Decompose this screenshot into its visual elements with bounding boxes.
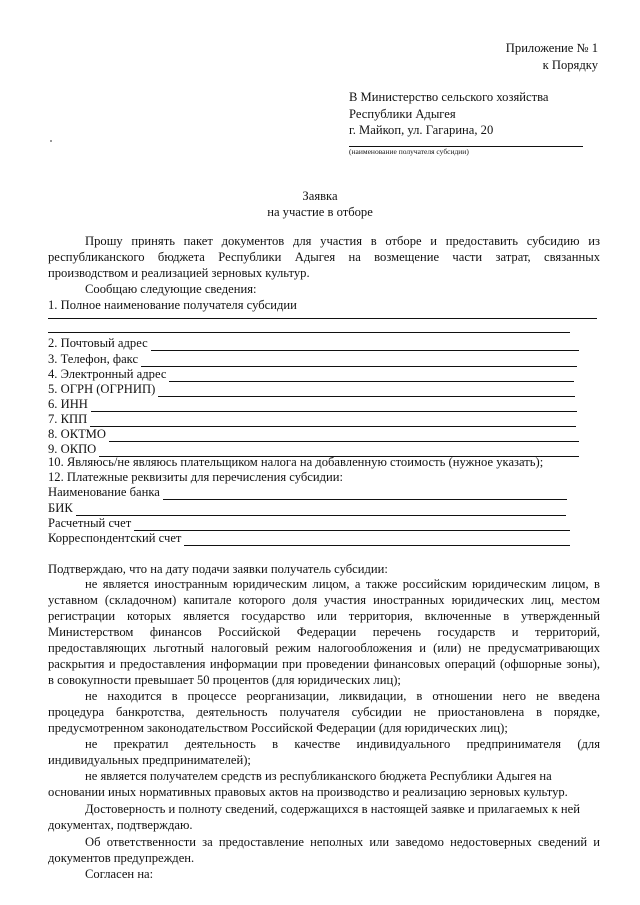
field-inn-label: 6. ИНН — [48, 397, 88, 411]
field-vat: 10. Являюсь/не являюсь плательщиком налога на добавленную стоимость (нужное указать); — [48, 455, 544, 469]
confirm-c1-l5: предоставляющих льготный налоговый режим налогообложения и (или) не предусматривающих — [48, 641, 600, 655]
field-oktmo — [48, 426, 579, 442]
field-postal-label: 2. Почтовый адрес — [48, 336, 148, 350]
field-corr — [48, 530, 570, 546]
field-bik-label: БИК — [48, 501, 73, 515]
intro-line-2: республиканского бюджета Республики Адыгея на возмещение части затрат, связанных — [48, 250, 600, 264]
field-phone-label: 3. Телефон, факс — [48, 352, 139, 366]
confirm-c7: Согласен на: — [85, 867, 154, 881]
confirm-c2-l1: не находится в процессе реорганизации, ликвидации, в отношении него не введена — [85, 689, 600, 703]
field-full-name-line-2[interactable] — [48, 332, 570, 333]
document-title: Заявка — [302, 189, 338, 203]
field-full-name-line-1[interactable] — [48, 318, 597, 319]
field-corr-input[interactable] — [184, 534, 570, 546]
confirm-c3-l2: индивидуальных предпринимателей); — [48, 753, 251, 767]
field-corr-label: Корреспондентский счет — [48, 531, 182, 545]
field-bik — [48, 500, 566, 516]
field-phone — [48, 351, 577, 367]
field-kpp-label: 7. КПП — [48, 412, 88, 426]
field-inn — [48, 396, 577, 412]
confirm-c1-l7: в совокупности превышает 50 процентов (для юридических лиц); — [48, 673, 401, 687]
confirm-c1-l4: Министерством финансов Российской Федерации перечень государств и территорий, — [48, 625, 600, 639]
recipient-line-2: Республики Адыгея — [349, 106, 456, 121]
recipient-block — [349, 89, 548, 139]
field-bank — [48, 484, 567, 500]
confirm-c2-l2: процедура банкротства, деятельность получателя субсидии не приостановлена в порядке, — [48, 705, 600, 719]
field-account — [48, 515, 570, 531]
confirm-c1-l1: не является иностранным юридическим лицом, а также российским юридическим лицом, в — [85, 577, 600, 591]
scan-speck — [50, 140, 52, 142]
annex-label — [506, 40, 598, 73]
field-postal — [48, 335, 579, 351]
document-subtitle: на участие в отборе — [267, 205, 373, 219]
confirm-c4-l1: не является получателем средств из республиканского бюджета Республики Адыгея на — [85, 769, 552, 783]
confirm-c1-l6: раскрытия и предоставления информации при проведении финансовых операций (офшорные зоны), — [48, 657, 600, 671]
field-oktmo-label: 8. ОКТМО — [48, 427, 106, 441]
confirm-heading: Подтверждаю, что на дату подачи заявки получатель субсидии: — [48, 562, 388, 576]
confirm-c4-l2: основании иных нормативных правовых актов на производство и реализацию зерновых культур. — [48, 785, 568, 799]
intro-info: Сообщаю следующие сведения: — [85, 282, 257, 296]
field-kpp — [48, 411, 576, 427]
confirm-c5-l1: Достоверность и полноту сведений, содержащихся в настоящей заявке и прилагаемых к ней — [85, 802, 580, 816]
field-postal-input[interactable] — [151, 339, 579, 351]
intro-line-1: Прошу принять пакет документов для участия в отборе и предоставить субсидию из — [85, 234, 600, 248]
intro-line-3: производством и реализацией зерновых культур. — [48, 266, 310, 280]
recipient-line-3: г. Майкоп, ул. Гагарина, 20 — [349, 123, 494, 137]
annex-ref: к Порядку — [542, 57, 598, 72]
confirm-c2-l3: предусмотренном законодательством Российской Федерации (для юридических лиц); — [48, 721, 508, 735]
confirm-c3-l1: не прекратил деятельность в качестве индивидуального предпринимателя (для — [85, 737, 600, 751]
field-account-label: Расчетный счет — [48, 516, 132, 530]
annex-number: Приложение № 1 — [505, 41, 598, 55]
field-bank-label: Наименование банка — [48, 485, 160, 499]
field-email-label: 4. Электронный адрес — [48, 367, 167, 381]
field-payment-details: 12. Платежные реквизиты для перечисления субсидии: — [48, 470, 343, 484]
field-okpo-label: 9. ОКПО — [48, 442, 97, 456]
confirm-c6-l2: документов предупрежден. — [48, 851, 195, 865]
field-full-name-label: 1. Полное наименование получателя субсидии — [48, 298, 297, 312]
recipient-line-1: В Министерство сельского хозяйства — [349, 90, 549, 104]
confirm-c6-l1: Об ответственности за предоставление неполных или заведомо недостоверных сведений и — [85, 835, 600, 849]
recipient-caption: (наименование получателя субсидии) — [349, 147, 469, 156]
confirm-c5-l2: документах, подтверждаю. — [48, 818, 193, 832]
confirm-c1-l3: регистрации которых является государство или территория, включенные в утвержденный — [48, 609, 600, 623]
field-ogrn-label: 5. ОГРН (ОГРНИП) — [48, 382, 156, 396]
field-bank-input[interactable] — [163, 488, 567, 500]
field-email — [48, 366, 574, 382]
field-ogrn — [48, 381, 575, 397]
confirm-c1-l2: уставном (складочном) капитале которого доля участия иностранных юридических лиц, местом — [48, 593, 600, 607]
